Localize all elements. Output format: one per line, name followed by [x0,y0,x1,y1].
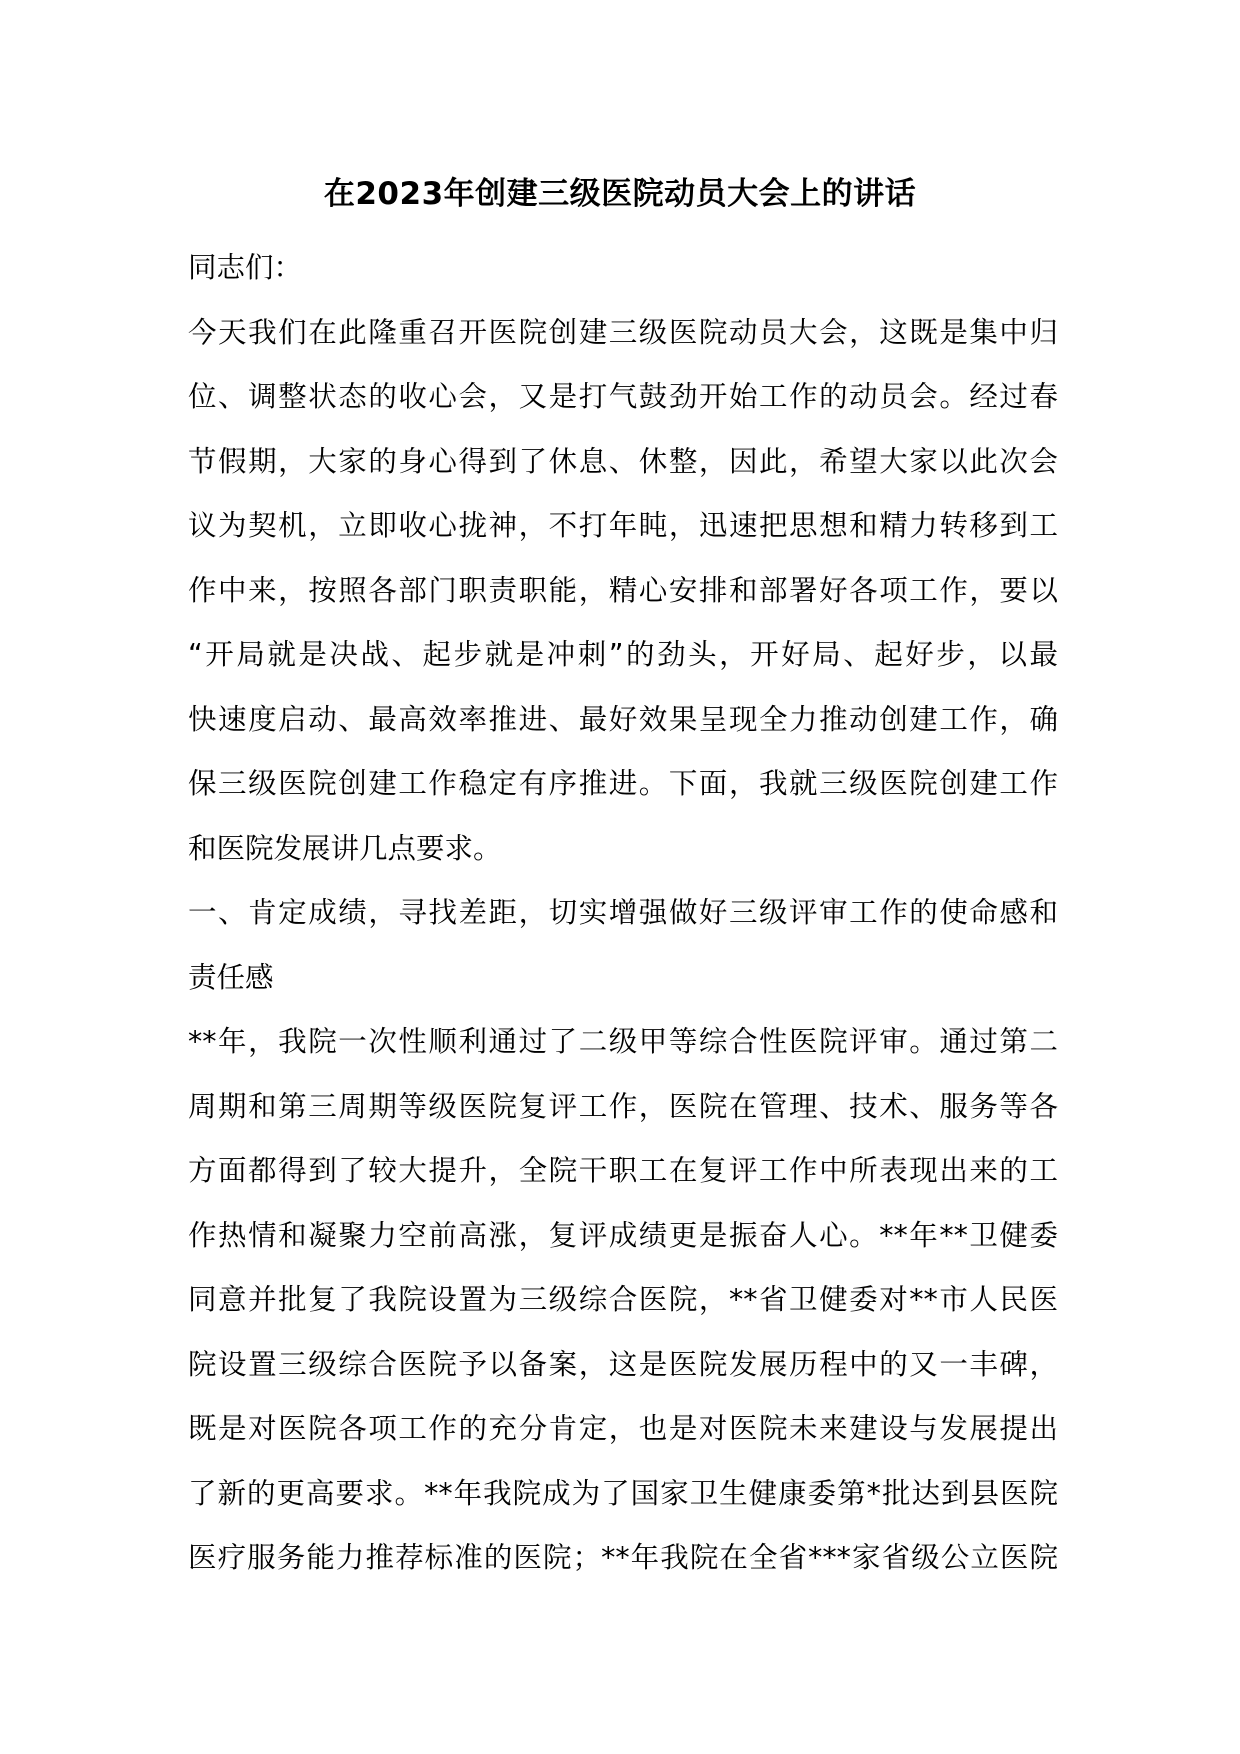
paragraph-line: “开局就是决战、起步就是冲刺”的劲头，开好局、起好步，以最 [188,638,1058,671]
paragraph-line: 位、调整状态的收心会，又是打气鼓劲开始工作的动员会。经过春 [188,380,1058,413]
section-heading-line: 责任感 [188,960,274,994]
paragraph-line: 院设置三级综合医院予以备案，这是医院发展历程中的又一丰碑， [188,1347,1058,1381]
paragraph-line: 既是对医院各项工作的充分肯定，也是对医院未来建设与发展提出 [188,1412,1058,1445]
paragraph-line: 作中来，按照各部门职责职能，精心安排和部署好各项工作，要以 [188,573,1058,607]
paragraph-line: 快速度启动、最高效率推进、最好效果呈现全力推动创建工作，确 [188,702,1058,736]
paragraph-line: 同意并批复了我院设置为三级综合医院，**省卫健委对**市人民医 [188,1283,1058,1316]
paragraph-line: 医疗服务能力推荐标准的医院；**年我院在全省***家省级公立医院 [188,1541,1058,1574]
paragraph-line: 议为契机，立即收心拢神，不打年盹，迅速把思想和精力转移到工 [188,509,1058,542]
section-heading-line: 一、肯定成绩，寻找差距，切实增强做好三级评审工作的使命感和 [188,896,1058,929]
paragraph-line: **年，我院一次性顺利通过了二级甲等综合性医院评审。通过第二 [188,1025,1058,1058]
document-body [188,236,1058,1591]
salutation-line: 同志们： [188,251,303,284]
document-title: 在2023年创建三级医院动员大会上的讲话 [323,176,917,212]
paragraph-line: 节假期，大家的身心得到了休息、休整，因此，希望大家以此次会 [188,444,1058,478]
paragraph-line: 了新的更高要求。**年我院成为了国家卫生健康委第*批达到县医院 [188,1476,1058,1510]
paragraph-line: 和医院发展讲几点要求。 [188,831,502,865]
paragraph-line: 周期和第三周期等级医院复评工作，医院在管理、技术、服务等各 [188,1089,1058,1123]
paragraph-line: 今天我们在此隆重召开医院创建三级医院动员大会，这既是集中归 [188,315,1058,349]
paragraph-line: 作热情和凝聚力空前高涨，复评成绩更是振奋人心。**年**卫健委 [188,1218,1058,1252]
paragraph-line: 保三级医院创建工作稳定有序推进。下面，我就三级医院创建工作 [188,767,1058,800]
paragraph-line: 方面都得到了较大提升，全院干职工在复评工作中所表现出来的工 [188,1154,1058,1187]
